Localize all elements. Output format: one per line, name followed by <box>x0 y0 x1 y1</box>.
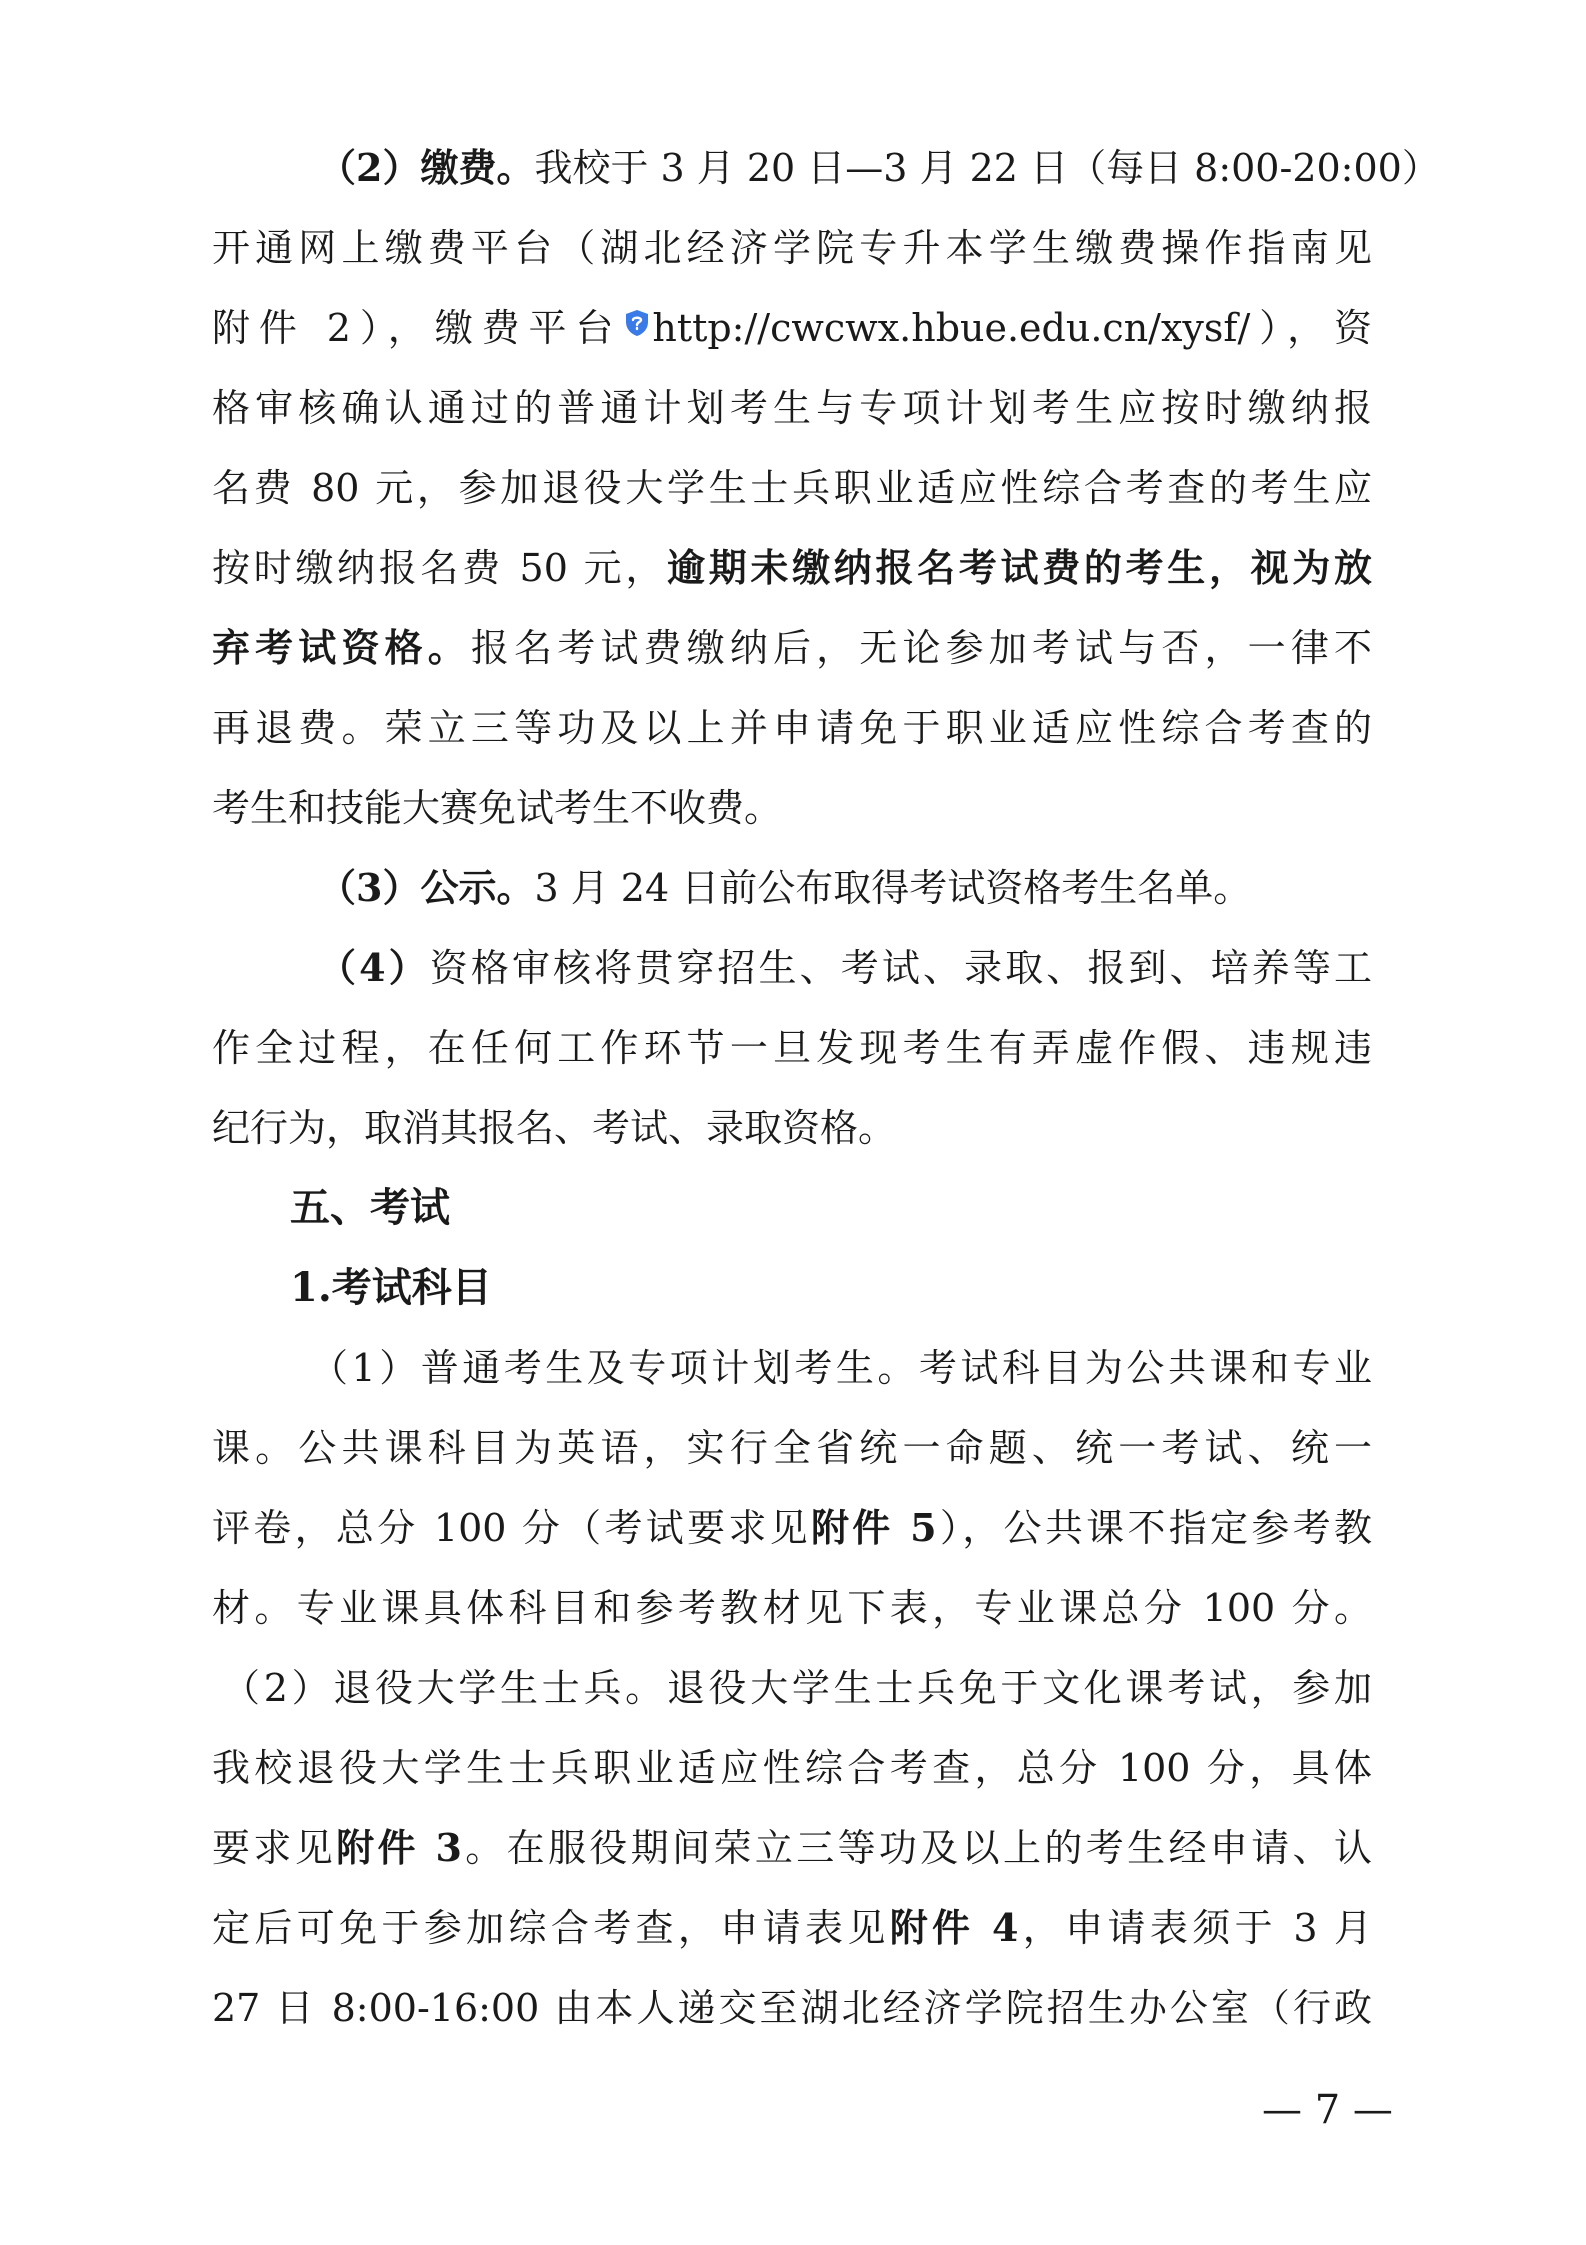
para3-label: （3）公示。 <box>318 865 535 910</box>
subject1-line1: （1）普通考生及专项计划考生。考试科目为公共课和专业 <box>310 1346 1372 1390</box>
subject2-line5: 27 日 8:00-16:00 由本人递交至湖北经济学院招生办公室（行政 <box>212 1986 1372 2030</box>
para4-label: （4） <box>318 945 430 990</box>
subject1-line4: 材。专业课具体科目和参考教材见下表，专业课总分 100 分。 <box>212 1586 1372 1630</box>
subject2-line1: （2）退役大学生士兵。退役大学生士兵免于文化课考试，参加 <box>222 1666 1372 1710</box>
para2-line1 <box>318 128 1440 208</box>
attachment5-ref: 附件 5 <box>811 1505 937 1550</box>
para2-line9: 考生和技能大赛免试考生不收费。 <box>212 786 783 830</box>
shield-link-icon <box>624 309 650 337</box>
para2-line5: 名费 80 元，参加退役大学生士兵职业适应性综合考查的考生应 <box>212 466 1372 510</box>
attachment4-ref: 附件 4 <box>889 1905 1019 1950</box>
subject2-line4 <box>212 1888 1372 1968</box>
subsection-heading-subjects: 1.考试科目 <box>290 1264 492 1311</box>
subject2-text4a: 定后可免于参加综合考查，申请表见 <box>212 1906 890 1950</box>
para4-line1 <box>318 928 1372 1008</box>
subject1-text3a: 评卷，总分 100 分（考试要求见 <box>212 1506 811 1550</box>
subject1-line3 <box>212 1488 1372 1568</box>
para3-line1 <box>318 848 1372 928</box>
subject2-line2: 我校退役大学生士兵职业适应性综合考查，总分 100 分，具体 <box>212 1746 1372 1790</box>
para2-text3a: 附件 2），缴费平台 <box>212 306 623 350</box>
para3-text: 3 月 24 日前公布取得考试资格考生名单。 <box>534 866 1252 910</box>
para2-line3 <box>212 288 1372 368</box>
subject2-text3a: 要求见 <box>212 1826 337 1870</box>
para4-text1: 资格审核将贯穿招生、考试、录取、报到、培养等工 <box>429 946 1372 990</box>
payment-platform-link[interactable]: http://cwcwx.hbue.edu.cn/xysf/），资 <box>652 306 1372 350</box>
attachment3-ref: 附件 3 <box>336 1825 462 1870</box>
para2-label: （2）缴费。 <box>318 145 535 190</box>
subject2-text4c: ，申请表须于 3 月 <box>1018 1906 1372 1950</box>
para2-line4: 格审核确认通过的普通计划考生与专项计划考生应按时缴纳报 <box>212 386 1372 430</box>
para2-line6 <box>212 528 1372 608</box>
para2-line7 <box>212 608 1372 688</box>
page-number: — 7 — <box>1262 2087 1393 2133</box>
para4-line2: 作全过程，在任何工作环节一旦发现考生有弄虚作假、违规违 <box>212 1026 1372 1070</box>
para2-text7a-bold: 弃考试资格。 <box>212 625 471 670</box>
section-heading-exam: 五、考试 <box>290 1184 450 1231</box>
subject2-line3 <box>212 1808 1372 1888</box>
para2-text1: 我校于 3 月 20 日—3 月 22 日（每日 8:00-20:00） <box>534 146 1440 190</box>
para2-text6b-bold: 逾期未缴纳报名考试费的考生，视为放 <box>667 545 1372 590</box>
para2-text6a: 按时缴纳报名费 50 元， <box>212 546 668 590</box>
para4-line3: 纪行为，取消其报名、考试、录取资格。 <box>212 1106 897 1150</box>
subject1-line2: 课。公共课科目为英语，实行全省统一命题、统一考试、统一 <box>212 1426 1372 1470</box>
para2-line2: 开通网上缴费平台（湖北经济学院专升本学生缴费操作指南见 <box>212 226 1372 270</box>
para2-text7b: 报名考试费缴纳后，无论参加考试与否，一律不 <box>470 626 1372 670</box>
subject2-text3c: 。在服役期间荣立三等功及以上的考生经申请、认 <box>461 1826 1372 1870</box>
para2-line8: 再退费。荣立三等功及以上并申请免于职业适应性综合考查的 <box>212 706 1372 750</box>
subject1-text3c: ），公共课不指定参考教 <box>936 1506 1372 1550</box>
